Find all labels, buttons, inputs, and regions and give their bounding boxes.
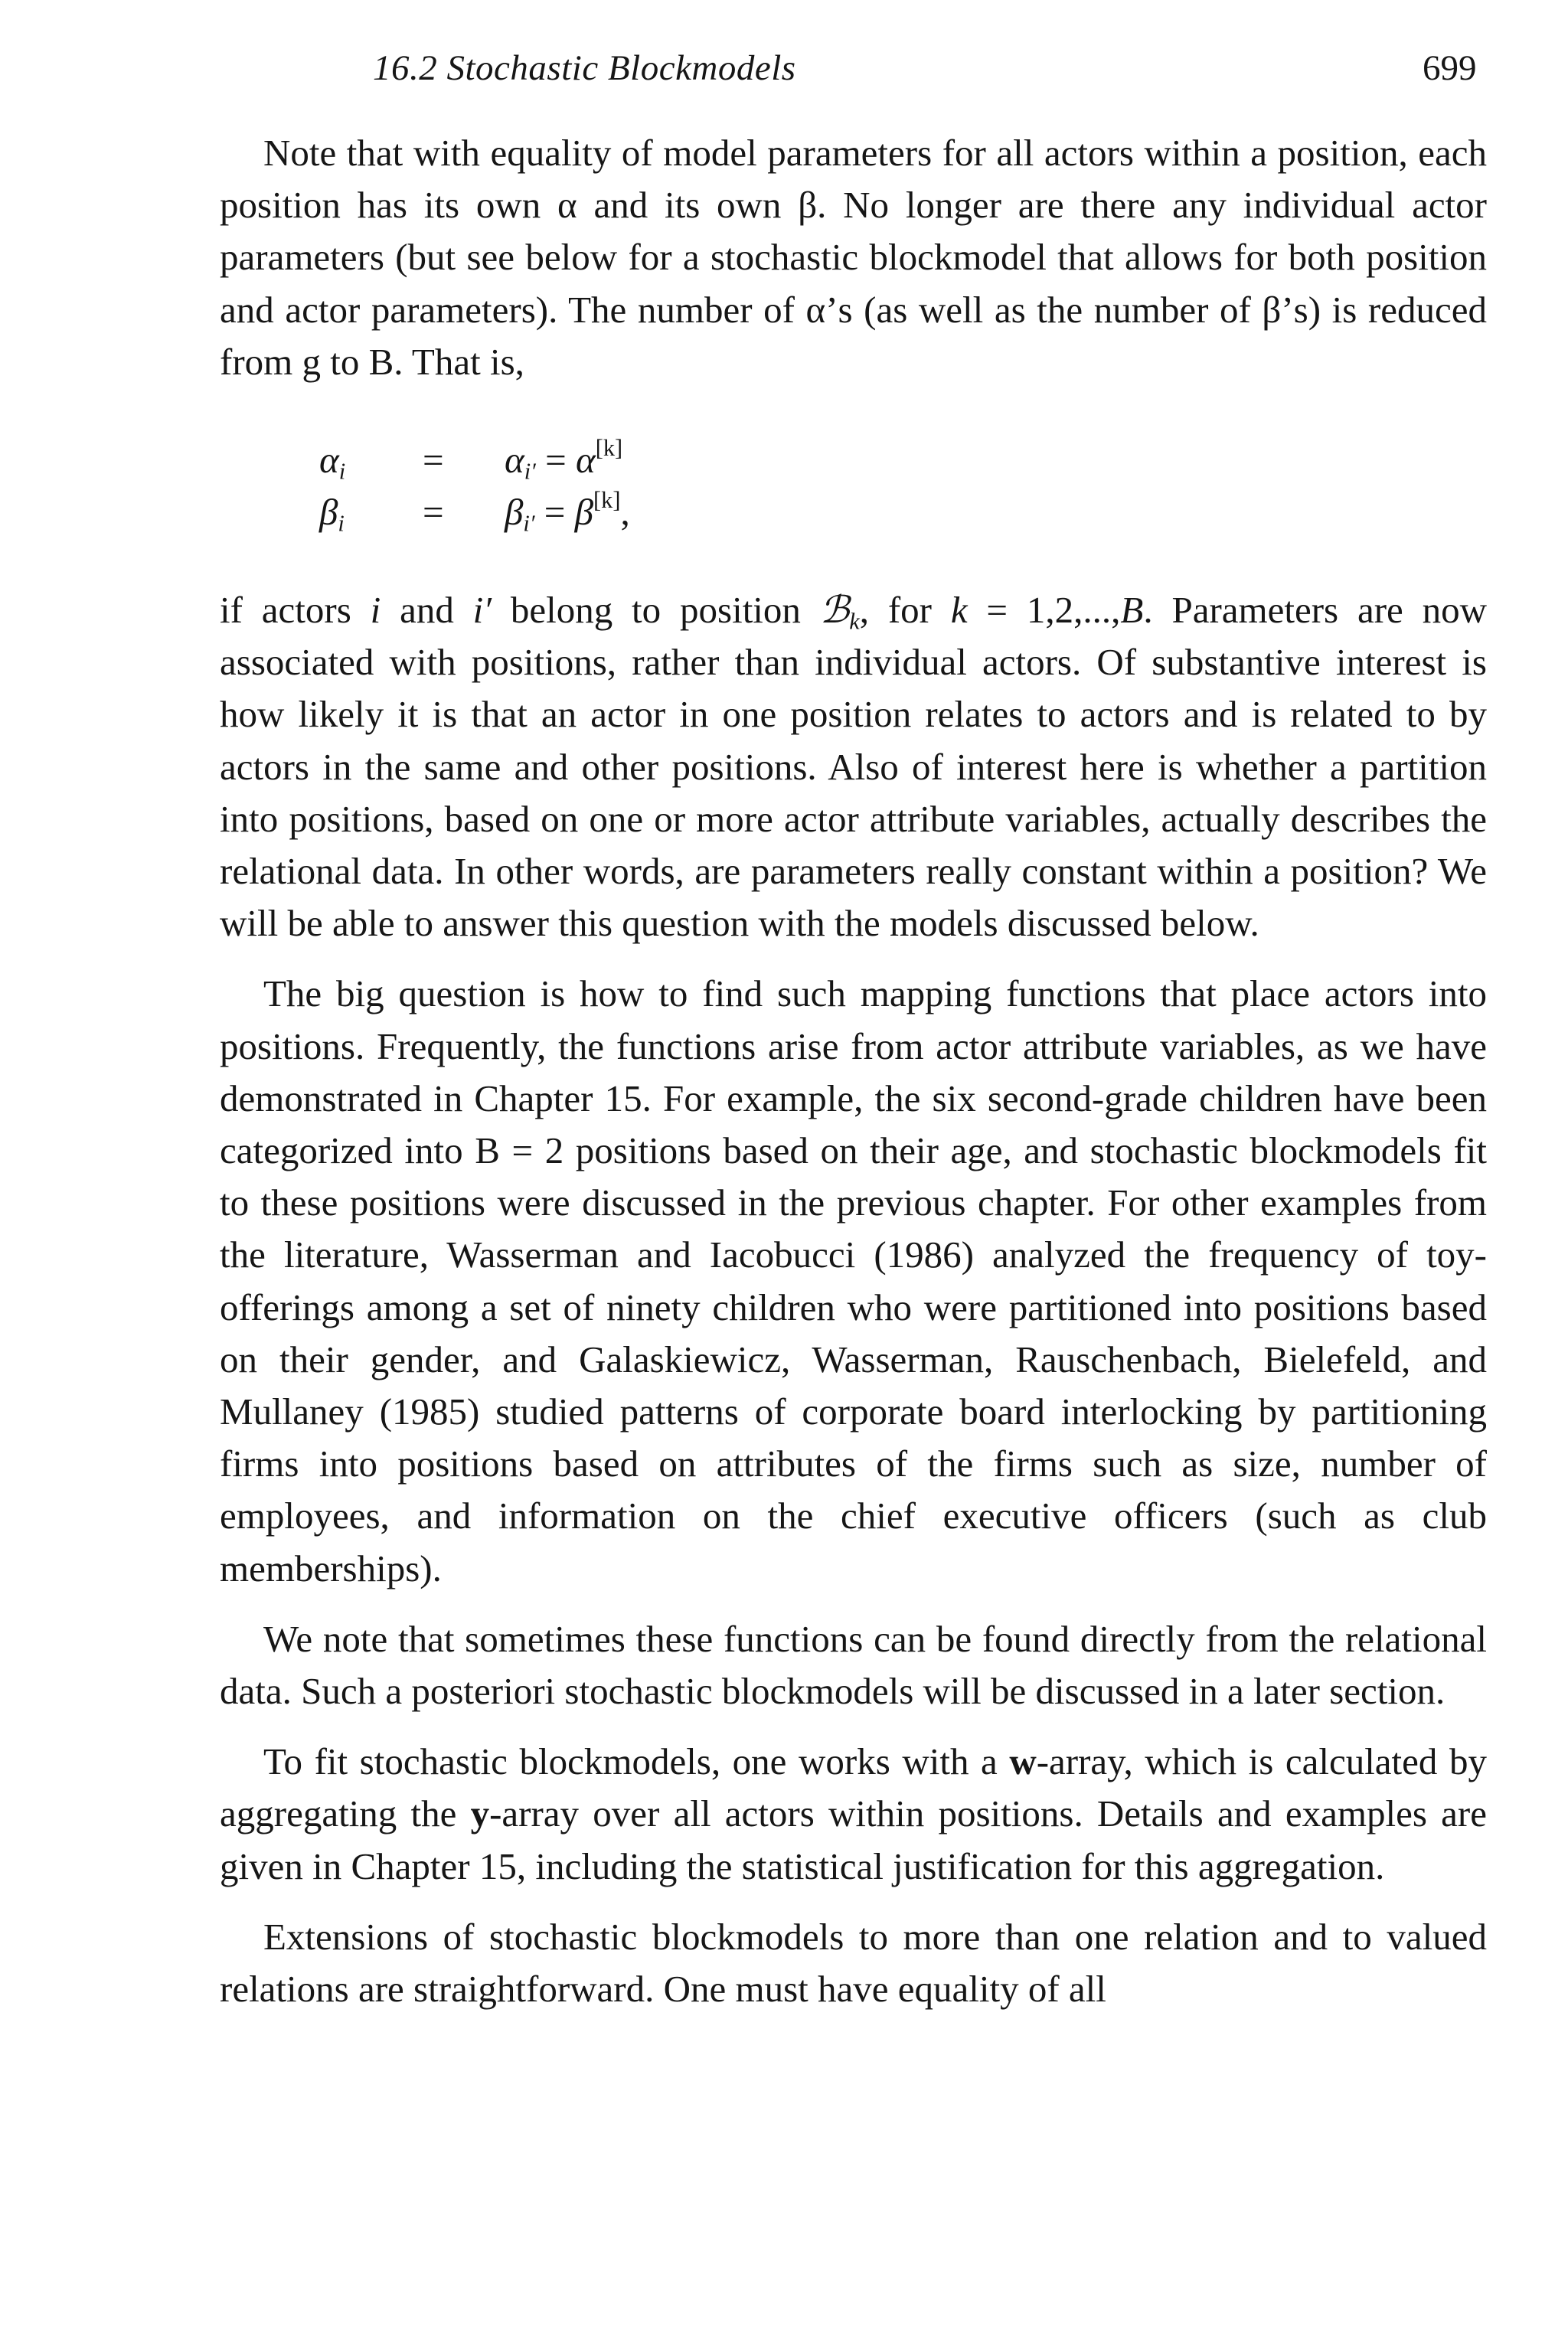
equation-block: [220, 388, 1487, 584]
paragraph-1: Note that with equality of model parameters for all actors within a position, each position has its own α and its own β. No longer are there any individual actor parameters (but see below for a stochastic blockmodel that allows for both position and actor parameters). The number of α’s (as well as the number of β’s) is reduced from g to B. That is,: [220, 132, 1487, 383]
equation-alpha: [220, 434, 1487, 485]
paragraph-2: if actors i and i′ belong to position ℬ$_k$, for k = 1,2,...,B. Parameters are now associated with positions, rather than individual actors. Of substantive interest is how likely it is that an actor in one position relates to actors and is related to by actors in the same and other positions. Also of interest here is whether a partition into positions, based on one or more actor attribute variables, actually describes the relational data. In other words, are parameters really constant within a position? We will be able to answer this question with the models discussed below.: [220, 588, 1487, 945]
equation-rhs: $\alpha_{i'} = \alpha[k]$: [505, 435, 623, 485]
running-head: 16.2 Stochastic Blockmodels: [373, 48, 796, 88]
paragraph-5: To fit stochastic blockmodels, one works with a w-array, which is calculated by aggregating the y-array over all actors within positions. Details and examples are given in Chapter 15, including the statistical justification for this aggregation.: [220, 1740, 1487, 1887]
equals-sign: =: [423, 491, 444, 534]
equation-beta: [220, 486, 1487, 537]
paragraph-4: We note that sometimes these functions can be found directly from the relational data. Such a posteriori stochastic blockmodels will be discussed in a later section.: [220, 1617, 1487, 1713]
equation-lhs: $\beta_i$: [319, 491, 345, 537]
page-header: [0, 47, 1568, 101]
equation-lhs: $\alpha_i$: [319, 439, 346, 485]
paragraph-3: The big question is how to find such mapping functions that place actors into positions. Frequently, the functions arise from actor attribute variables, as we have demonstrated in Chapter 15. For example, the six second-grade children have been categorized into B = 2 positions based on their age, and stochastic blockmodels fit to these positions were discussed in the previous chapter. For other examples from the literature, Wasserman and Iacobucci (1986) analyzed the frequency of toy-offerings among a set of ninety children who were partitioned into positions based on their gender, and Galaskiewicz, Wasserman, Rauschenbach, Bielefeld, and Mullaney (1985) studied patterns of corporate board interlocking by partitioning firms into positions based on attributes of the firms such as size, number of employees, and information on the chief executive officers (such as club memberships).: [220, 972, 1487, 1589]
page-number: 699: [1423, 48, 1477, 88]
equation-rhs: $\beta_{i'} = \beta[k]$,: [505, 487, 630, 537]
page-body: [220, 127, 1487, 2015]
equals-sign: =: [423, 439, 444, 482]
paragraph-6: Extensions of stochastic blockmodels to more than one relation and to valued relations are straightforward. One must have equality of all: [220, 1915, 1487, 2011]
